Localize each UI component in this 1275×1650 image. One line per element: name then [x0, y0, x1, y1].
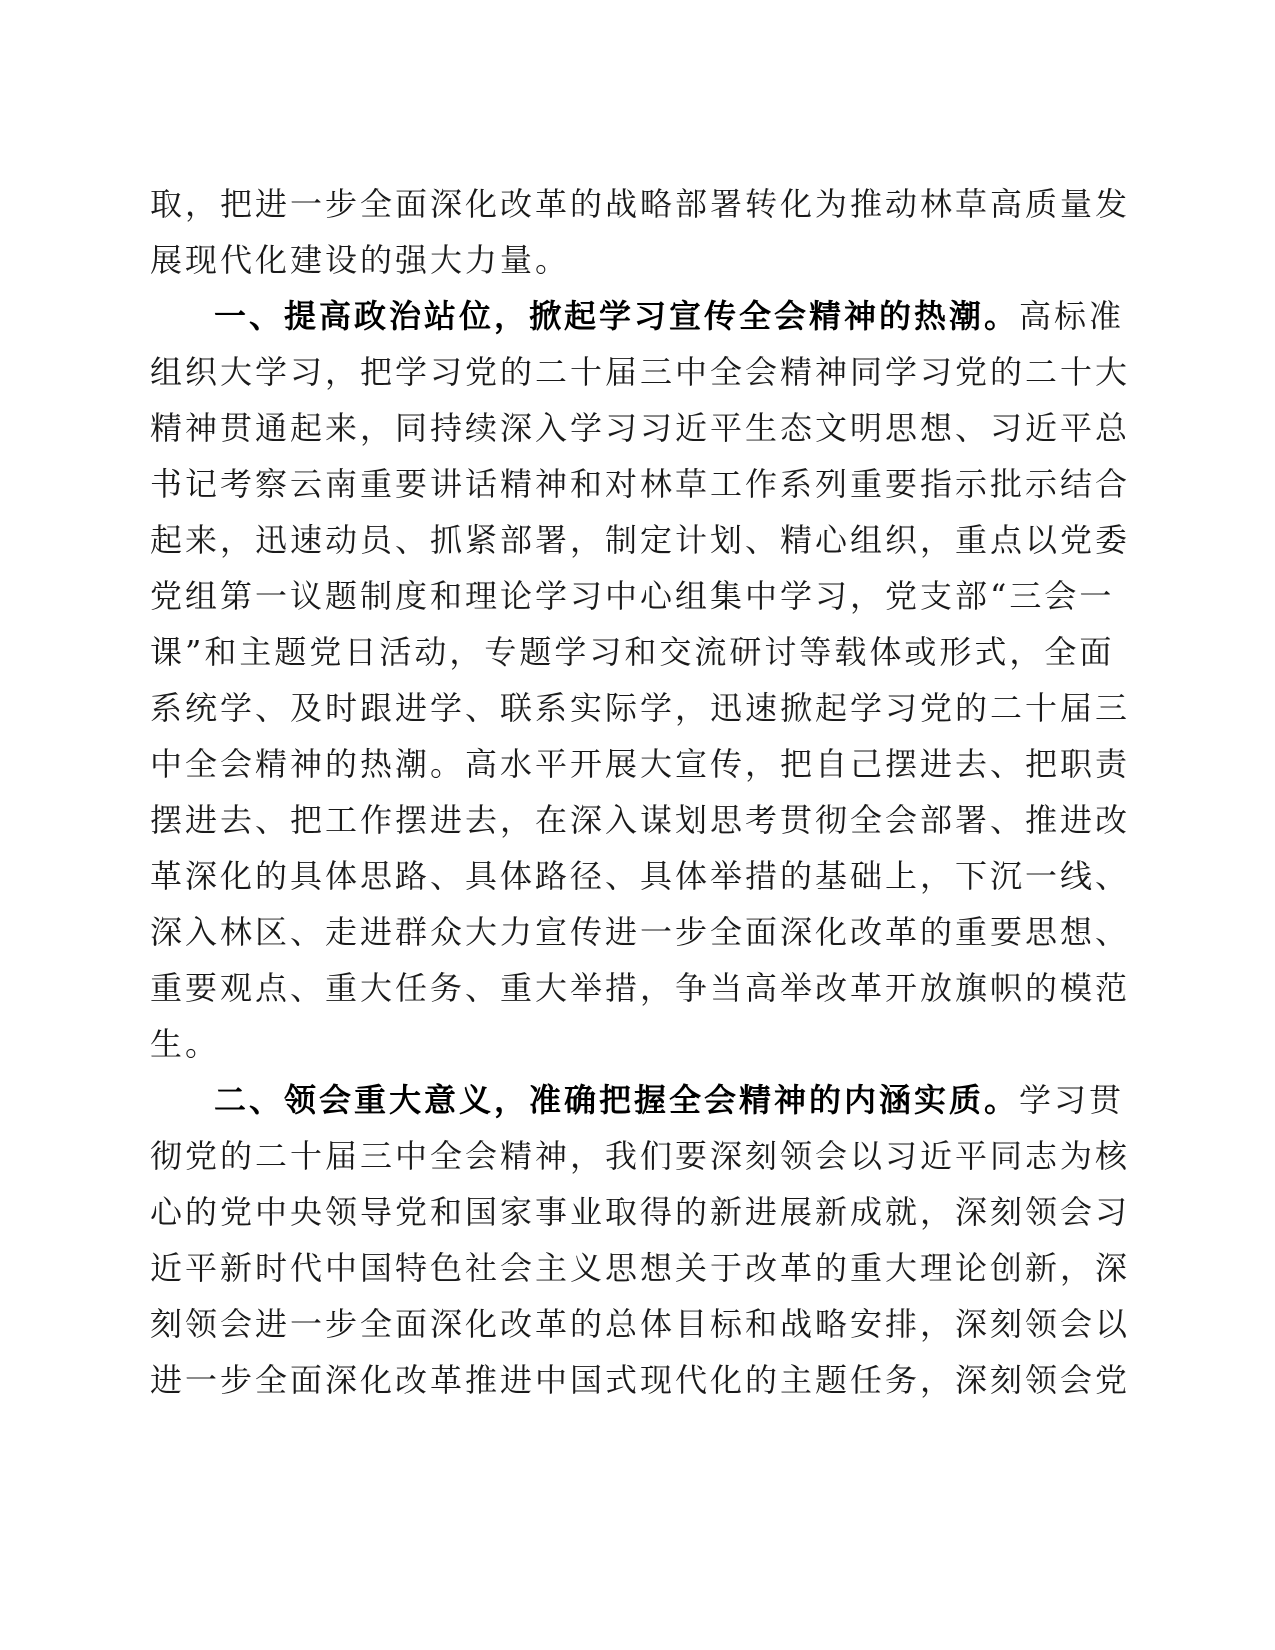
paragraph-section-2 [150, 1072, 1131, 1408]
text-run: 学习贯 [1019, 1081, 1125, 1119]
text-line: 革深化的具体思路、具体路径、具体举措的基础上，下沉一线、 [150, 857, 1131, 895]
text-line: 起来，迅速动员、抓紧部署，制定计划、精心组织，重点以党委 [150, 521, 1131, 559]
text-line: 党组第一议题制度和理论学习中心组集中学习，党支部“三会一 [150, 577, 1115, 615]
text-line: 系统学、及时跟进学、联系实际学，迅速掀起学习党的二十届三 [150, 689, 1131, 727]
text-line: 组织大学习，把学习党的二十届三中全会精神同学习党的二十大 [150, 353, 1131, 391]
section-2-first-line [150, 1072, 1125, 1128]
section-2-heading: 二、领会重大意义，准确把握全会精神的内涵实质。 [214, 1081, 1020, 1119]
text-line: 重要观点、重大任务、重大举措，争当高举改革开放旗帜的模范 [150, 969, 1131, 1007]
text-line: 书记考察云南重要讲话精神和对林草工作系列重要指示批示结合 [150, 465, 1131, 503]
text-line: 课”和主题党日活动，专题学习和交流研讨等载体或形式，全面 [150, 633, 1115, 671]
text-line: 刻领会进一步全面深化改革的总体目标和战略安排，深刻领会以 [150, 1305, 1131, 1343]
text-run: 高标准 [1019, 297, 1125, 335]
document-body [150, 176, 1131, 1408]
text-line: 近平新时代中国特色社会主义思想关于改革的重大理论创新，深 [150, 1249, 1131, 1287]
text-line: 摆进去、把工作摆进去，在深入谋划思考贯彻全会部署、推进改 [150, 801, 1131, 839]
paragraph-section-1 [150, 288, 1131, 1072]
text-line: 取，把进一步全面深化改革的战略部署转化为推动林草高质量发 [150, 185, 1131, 223]
paragraph-continuation [150, 176, 1131, 288]
section-1-first-line [150, 288, 1125, 344]
section-1-heading: 一、提高政治站位，掀起学习宣传全会精神的热潮。 [214, 297, 1020, 335]
text-line: 中全会精神的热潮。高水平开展大宣传，把自己摆进去、把职责 [150, 745, 1131, 783]
text-line: 生。 [150, 1025, 221, 1063]
text-line: 深入林区、走进群众大力宣传进一步全面深化改革的重要思想、 [150, 913, 1131, 951]
text-line: 展现代化建设的强大力量。 [150, 241, 571, 279]
text-line: 心的党中央领导党和国家事业取得的新进展新成就，深刻领会习 [150, 1193, 1131, 1231]
text-line: 精神贯通起来，同持续深入学习习近平生态文明思想、习近平总 [150, 409, 1131, 447]
text-line: 彻党的二十届三中全会精神，我们要深刻领会以习近平同志为核 [150, 1137, 1131, 1175]
text-line: 进一步全面深化改革推进中国式现代化的主题任务，深刻领会党 [150, 1361, 1131, 1399]
